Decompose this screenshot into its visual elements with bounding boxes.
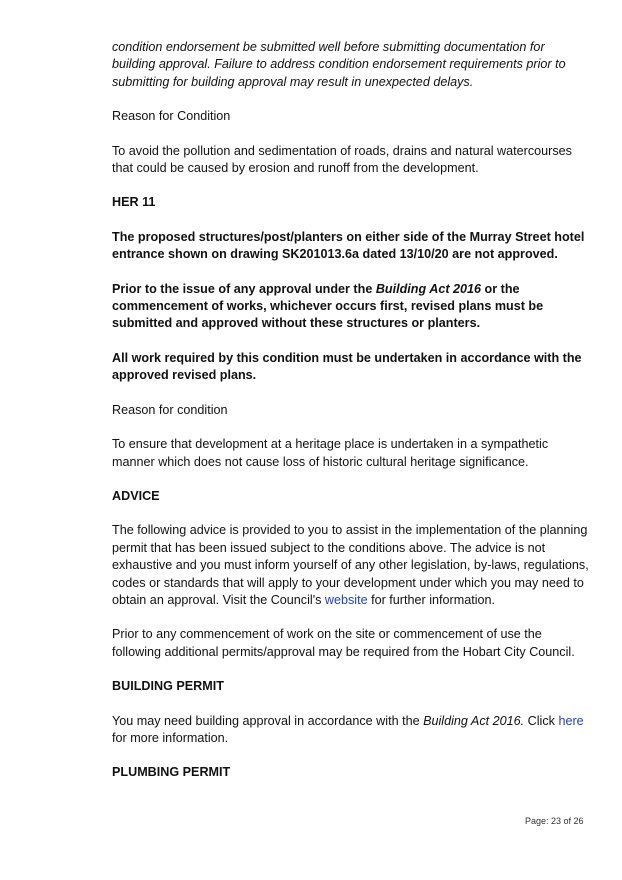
- her11-heading: HER 11: [112, 195, 156, 210]
- reason-text-2: To ensure that development at a heritage place is undertaken in a sympathetic manner which does not cause loss of historic cultural heritage significance.: [112, 437, 549, 469]
- her11-p2-post: or the commencement of works, whichever occurs first, revised plans must be submitted and approved without these structures or planters.: [112, 281, 544, 331]
- reason-label-1: Reason for Condition: [112, 109, 231, 124]
- reason-label-2: Reason for condition: [112, 402, 228, 417]
- her11-p2-act: Building Act 2016: [375, 281, 482, 296]
- building-p-pre: You may need building approval in accordance with the: [112, 713, 424, 728]
- her11-p2-pre: Prior to the issue of any approval under the: [112, 281, 376, 296]
- building-p-mid: Click: [524, 713, 559, 728]
- building-p-act: Building Act 2016.: [423, 713, 525, 728]
- advice-p1-pre: The following advice is provided to you to assist in the implementation of the planning permit that has been issued subject to the conditions above. The advice is not exhaustive and you must inform yourself of any other legislation, by-laws, regulations, codes or standards that will apply to your development under which you may need to obtain an approval. Visit the Council's: [112, 523, 589, 607]
- her11-paragraph-2: [112, 281, 590, 333]
- building-p-post: for more information.: [112, 730, 229, 745]
- reason-text-1: To avoid the pollution and sedimentation of roads, drains and natural watercourses that could be caused by erosion and runoff from the development.: [112, 143, 572, 176]
- advice-paragraph-2: Prior to any commencement of work on the site or commencement of use the following additional permits/approval may be required from the Hobart City Council.: [112, 627, 575, 659]
- building-permit-paragraph: [112, 713, 590, 748]
- advice-p1-post: for further information.: [367, 592, 495, 607]
- advice-paragraph-1: [112, 522, 590, 609]
- advice-heading: ADVICE: [112, 488, 160, 503]
- plumbing-permit-heading: PLUMBING PERMIT: [112, 765, 231, 780]
- document-body: [112, 39, 590, 782]
- condition-endorsement-paragraph: condition endorsement be submitted well before submitting documentation for building approval. Failure to address condition endorsement requirements prior to submitting for building approval may result in unexpected delays.: [112, 40, 566, 89]
- website-link[interactable]: website: [324, 592, 368, 607]
- her11-paragraph-3: All work required by this condition must be undertaken in accordance with the approved revised plans.: [112, 350, 582, 383]
- her11-paragraph-1: The proposed structures/post/planters on either side of the Murray Street hotel entrance shown on drawing SK201013.6a dated 13/10/20 are not approved.: [112, 229, 585, 262]
- page-number: Page: 23 of 26: [525, 816, 584, 826]
- here-link[interactable]: here: [558, 713, 584, 728]
- building-permit-heading: BUILDING PERMIT: [112, 679, 224, 694]
